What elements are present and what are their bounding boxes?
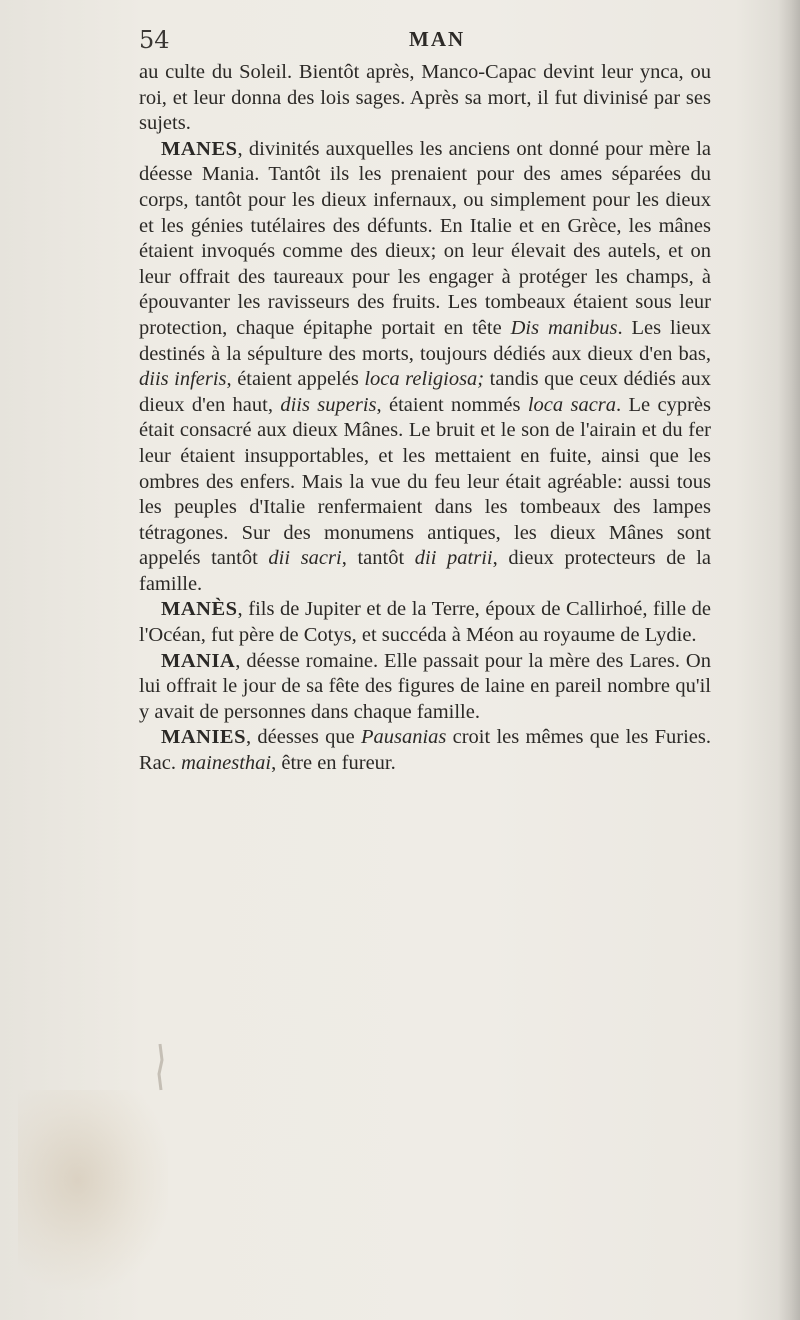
entry-manes (139, 137, 711, 598)
text-run: , déesse romaine. Elle passait pour la mère des Lares. On lui offrait le jour de sa fête des figures de laine en pareil nombre qu'il y avait de personnes dans chaque famille. (139, 649, 711, 723)
latin-term: dii patrii (414, 547, 493, 570)
text-run: , fils de Jupiter et de la Terre, époux de Callirhoé, fille de l'Océan, fut père de Cotys, et succéda à Méon au royaume de Lydie. (139, 598, 711, 647)
text-run: , étaient nommés (376, 393, 528, 416)
running-head: MAN (409, 27, 466, 51)
page-number: 54 (139, 26, 170, 54)
text-run: . Le cyprès était consacré aux dieux Mânes. Le bruit et le son de l'airain et du fer leur étaient insupportables, et les mettaient en fuite, ainsi que les ombres des enfers. Mais la vue du feu leur était agréable: aussi tous les peuples d'Italie renfermaient dans les tombeaux des lampes tétragones. Sur des monumens antiques, les dieux Mânes sont appelés tantôt (139, 393, 711, 570)
latin-term: diis inferis (139, 368, 227, 391)
latin-term: diis superis (280, 393, 377, 416)
body-text (139, 60, 711, 777)
author-name: Pausanias (360, 726, 447, 749)
headword: MANÈS (161, 598, 238, 621)
text-run: tandis que ceux dédiés aux dieux d'en haut, (139, 368, 712, 416)
entry-manies (139, 725, 711, 776)
text-run: , déesses que (246, 726, 361, 749)
latin-term: loca religiosa; (364, 368, 485, 391)
text-run: , divinités auxquelles les anciens ont donné pour mère la déesse Mania. Tantôt ils les prenaient pour des ames séparées du corps, tantôt pour les dieux infernaux, ou simplement pour les dieux et les génies tutélaires des défunts. En Italie et en Grèce, les mânes étaient invoqués comme des dieux; on leur élevait des autels, et on leur offrait des taureaux pour les engager à protéger les champs, à épouvanter les ravisseurs des fruits. Les tombeaux étaient sous leur protection, chaque épitaphe portait en tête (139, 137, 711, 339)
latin-term: dii sacri (268, 547, 342, 570)
text-run: , être en fureur. (271, 752, 396, 775)
entry-manes-king (139, 597, 711, 648)
text-run: . Les lieux destinés à la sépulture des morts, toujours dédiés aux dieux d'en bas, (139, 316, 712, 365)
headword: MANIA (161, 649, 236, 672)
greek-root: mainesthai (181, 752, 272, 775)
page-header (139, 26, 711, 56)
text-run: , dieux protecteurs de la famille. (139, 547, 712, 595)
text-run: , tantôt (341, 547, 415, 570)
paper-stain (18, 1090, 168, 1290)
latin-term: Dis manibus (510, 316, 618, 339)
text-run: , étaient appelés (226, 368, 365, 391)
text-run: au culte du Soleil. Bientôt après, Manco-Capac devint leur ynca, ou roi, et leur donna des lois sages. Après sa mort, il fut divinisé par ses sujets. (139, 61, 711, 135)
text-run: croit les mêmes que les Furies. Rac. (139, 726, 711, 775)
latin-term: loca sacra (527, 393, 617, 416)
headword: MANIES (161, 726, 247, 749)
entry-mania (139, 649, 711, 726)
ink-mark (150, 1040, 170, 1100)
paragraph-continuation (139, 60, 711, 137)
headword: MANES (161, 137, 238, 160)
page-edge-shadow (778, 0, 800, 1320)
